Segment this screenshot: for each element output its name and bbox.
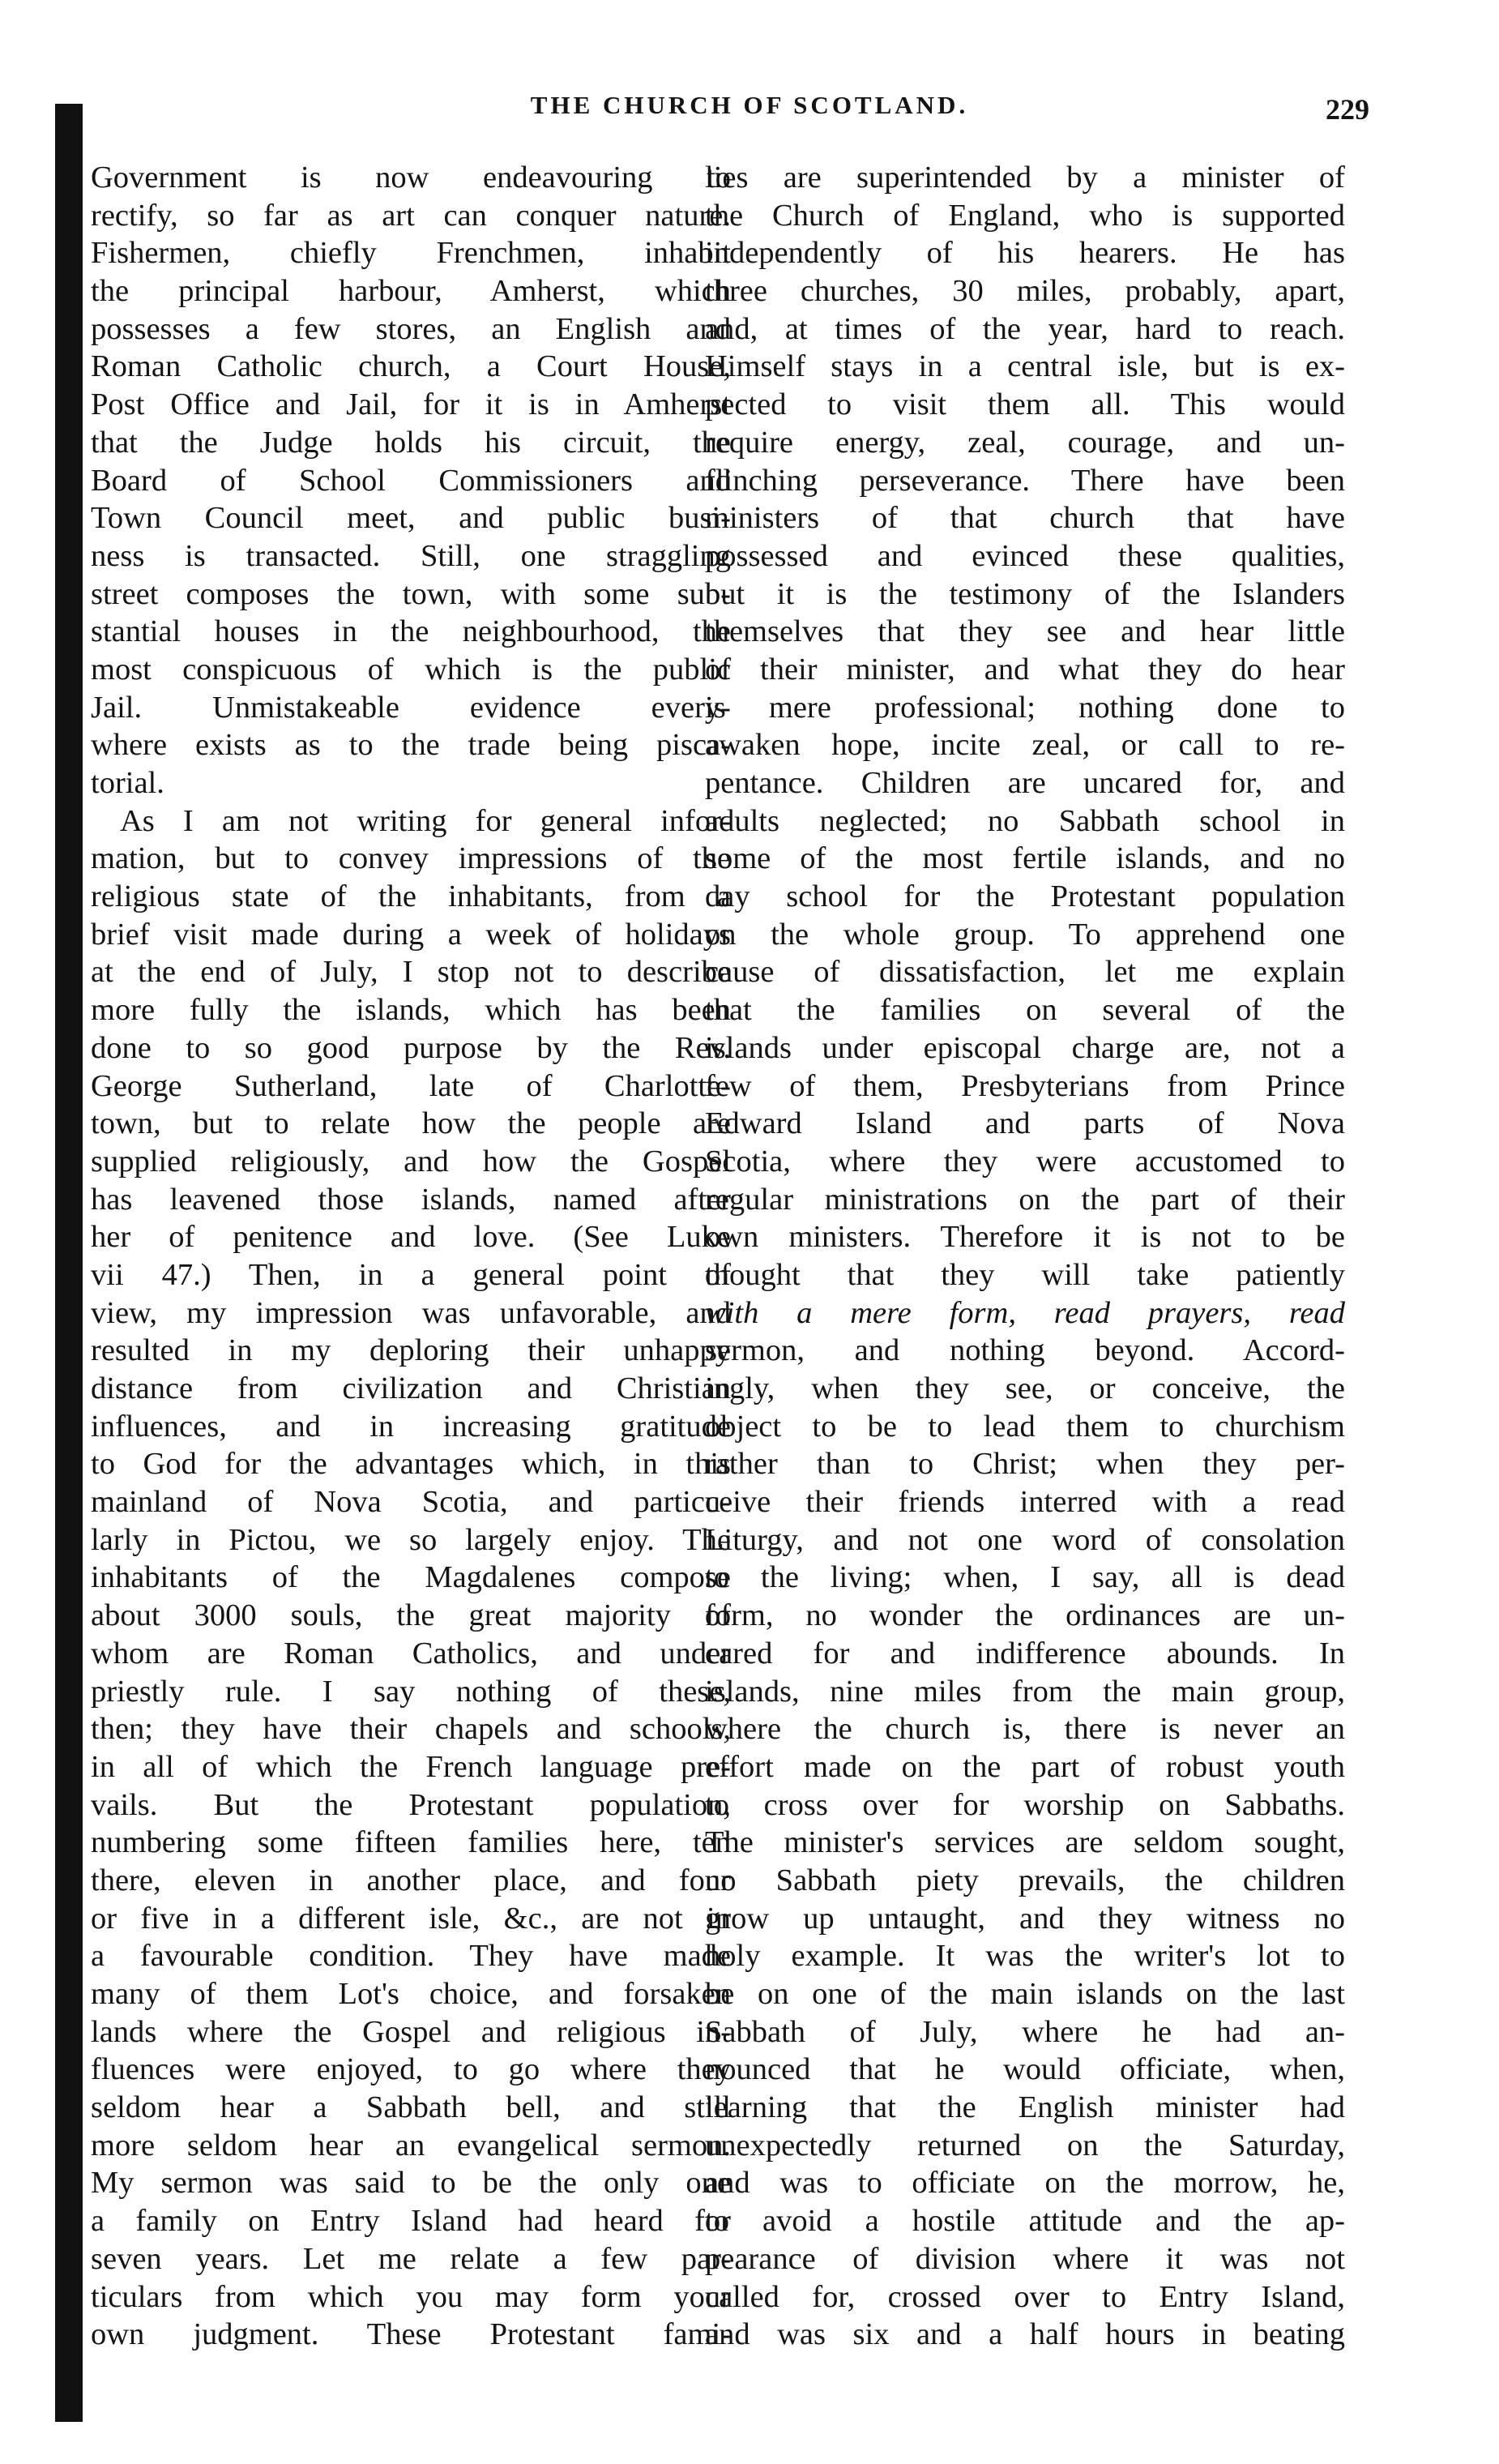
left-text-column (91, 159, 731, 2354)
text-line: few of them, Presbyterians from Prince (705, 1068, 1345, 1103)
text-line: town, but to relate how the people are (91, 1106, 731, 1141)
text-line: lies are superintended by a minister of (705, 160, 1345, 195)
text-line: islands, nine miles from the main group, (705, 1674, 1345, 1709)
text-line: three churches, 30 miles, probably, apart, (705, 274, 1345, 309)
text-line: grow up untaught, and they witness no (705, 1901, 1345, 1936)
text-line: possesses a few stores, an English and (91, 311, 731, 346)
text-line: seldom hear a Sabbath bell, and still (91, 2090, 731, 2125)
text-line: ness is transacted. Still, one straggling (91, 538, 731, 573)
text-line: no Sabbath piety prevails, the children (705, 1863, 1345, 1897)
text-line: As I am not writing for general infor- (120, 803, 731, 838)
text-line: view, my impression was unfavorable, and (91, 1295, 731, 1330)
text-line: Board of School Commissioners and (91, 463, 731, 498)
text-line: be on one of the main islands on the last (705, 1977, 1345, 2011)
text-line: pearance of division where it was not (705, 2241, 1345, 2276)
text-line: done to so good purpose by the Rev. (91, 1030, 731, 1065)
text-line: lands where the Gospel and religious in- (91, 2014, 731, 2049)
text-line: the Church of England, who is supported (705, 198, 1345, 233)
text-line: Fishermen, chiefly Frenchmen, inhabit (91, 236, 731, 271)
text-line: George Sutherland, late of Charlotte- (91, 1068, 731, 1103)
text-line: Edward Island and parts of Nova (705, 1106, 1345, 1141)
text-line: islands under episcopal charge are, not a (705, 1030, 1345, 1065)
text-line: cared for and indifference abounds. In (705, 1636, 1345, 1670)
text-line: adults neglected; no Sabbath school in (705, 803, 1345, 838)
text-line: has leavened those islands, named after (91, 1182, 731, 1217)
text-line: where exists as to the trade being pisca- (91, 728, 731, 763)
text-line: holy example. It was the writer's lot to (705, 1939, 1345, 1974)
text-line: My sermon was said to be the only one (91, 2166, 731, 2201)
text-line: religious state of the inhabitants, from a (91, 879, 731, 914)
text-line: ministers of that church that have (705, 501, 1345, 536)
running-title: THE CHURCH OF SCOTLAND. (530, 91, 969, 119)
text-line: rather than to Christ; when they per- (705, 1447, 1345, 1482)
text-line: day school for the Protestant population (705, 879, 1345, 914)
text-line: vails. But the Protestant population, (91, 1787, 731, 1822)
text-line: larly in Pictou, we so largely enjoy. The (91, 1522, 731, 1557)
text-line: effort made on the part of robust youth (705, 1749, 1345, 1784)
text-line: Sabbath of July, where he had an- (705, 2014, 1345, 2049)
text-line: stantial houses in the neighbourhood, the (91, 614, 731, 649)
text-line: on the whole group. To apprehend one (705, 917, 1345, 952)
text-line: but it is the testimony of the Islanders (705, 576, 1345, 611)
text-line: some of the most fertile islands, and no (705, 841, 1345, 876)
text-line: to avoid a hostile attitude and the ap- (705, 2204, 1345, 2239)
text-line: ceive their friends interred with a read (705, 1485, 1345, 1520)
text-line: rectify, so far as art can conquer nature. (91, 198, 731, 233)
text-line: more fully the islands, which has been (91, 993, 731, 1028)
right-text-column (705, 159, 1345, 2354)
text-line: require energy, zeal, courage, and un- (705, 425, 1345, 460)
text-line: supplied religiously, and how the Gospel (91, 1144, 731, 1179)
text-line: more seldom hear an evangelical sermon. (91, 2128, 731, 2162)
text-line: resulted in my deploring their unhappy (91, 1333, 731, 1368)
text-line: and was to officiate on the morrow, he, (705, 2166, 1345, 2201)
text-line: street composes the town, with some sub- (91, 576, 731, 611)
text-line: unexpectedly returned on the Saturday, (705, 2128, 1345, 2162)
text-line: pected to visit them all. This would (705, 387, 1345, 422)
text-line: is mere professional; nothing done to (705, 690, 1345, 725)
text-line: the principal harbour, Amherst, which (91, 274, 731, 309)
text-line: own judgment. These Protestant fami- (91, 2317, 731, 2352)
text-line: many of them Lot's choice, and forsaken (91, 1977, 731, 2011)
text-line: torial. (91, 766, 164, 800)
text-line: thought that they will take patiently (705, 1257, 1345, 1292)
text-line: own ministers. Therefore it is not to be (705, 1220, 1345, 1255)
text-line: that the families on several of the (705, 993, 1345, 1028)
text-line: her of penitence and love. (See Luke (91, 1220, 731, 1255)
text-line: Liturgy, and not one word of consolation (705, 1522, 1345, 1557)
text-line: whom are Roman Catholics, and under (91, 1636, 731, 1670)
text-line: that the Judge holds his circuit, the (91, 425, 731, 460)
text-line: Roman Catholic church, a Court House, (91, 349, 731, 384)
text-line: nounced that he would officiate, when, (705, 2052, 1345, 2087)
text-line: sermon, and nothing beyond. Accord- (705, 1333, 1345, 1368)
text-line: pentance. Children are uncared for, and (705, 766, 1345, 800)
text-line: with a mere form, read prayers, read (705, 1295, 1345, 1330)
text-line: inhabitants of the Magdalenes compose (91, 1560, 731, 1595)
text-line: of their minister, and what they do hear (705, 652, 1345, 687)
text-line: cause of dissatisfaction, let me explain (705, 955, 1345, 990)
text-line: brief visit made during a week of holidays (91, 917, 731, 952)
text-line: numbering some fifteen families here, ten (91, 1825, 731, 1860)
text-line: mation, but to convey impressions of the (91, 841, 731, 876)
text-line: The minister's services are seldom sought, (705, 1825, 1345, 1860)
page-number: 229 (1326, 93, 1369, 126)
text-line: fluences were enjoyed, to go where they (91, 2052, 731, 2087)
text-line: Town Council meet, and public busi- (91, 501, 731, 536)
text-line: Government is now endeavouring to (91, 160, 731, 195)
text-line: and, at times of the year, hard to reach. (705, 311, 1345, 346)
text-line: Post Office and Jail, for it is in Amherst (91, 387, 731, 422)
text-line: to cross over for worship on Sabbaths. (705, 1787, 1345, 1822)
text-line: learning that the English minister had (705, 2090, 1345, 2125)
text-line: influences, and in increasing gratitude (91, 1409, 731, 1444)
text-line: Scotia, where they were accustomed to (705, 1144, 1345, 1179)
text-line: to God for the advantages which, in this (91, 1447, 731, 1482)
text-line: Jail. Unmistakeable evidence every- (91, 690, 731, 725)
text-line: Himself stays in a central isle, but is ex- (705, 349, 1345, 384)
binding-edge-shadow (55, 104, 83, 2422)
text-line: or five in a different isle, &c., are not in (91, 1901, 731, 1936)
text-line: regular ministrations on the part of their (705, 1182, 1345, 1217)
text-line: flinching perseverance. There have been (705, 463, 1345, 498)
text-line: object to be to lead them to churchism (705, 1409, 1345, 1444)
text-line: then; they have their chapels and schools, (91, 1712, 731, 1747)
text-line: ticulars from which you may form your (91, 2279, 731, 2314)
text-line: awaken hope, incite zeal, or call to re- (705, 728, 1345, 763)
text-line: ingly, when they see, or conceive, the (705, 1371, 1345, 1405)
text-line: to the living; when, I say, all is dead (705, 1560, 1345, 1595)
text-line: called for, crossed over to Entry Island, (705, 2279, 1345, 2314)
text-line: possessed and evinced these qualities, (705, 538, 1345, 573)
running-header (0, 91, 1499, 139)
text-line: most conspicuous of which is the public (91, 652, 731, 687)
text-line: independently of his hearers. He has (705, 236, 1345, 271)
text-line: about 3000 souls, the great majority of (91, 1598, 731, 1633)
text-line: where the church is, there is never an (705, 1712, 1345, 1747)
text-line: in all of which the French language pre- (91, 1749, 731, 1784)
text-line: a family on Entry Island had heard for (91, 2204, 731, 2239)
text-line: seven years. Let me relate a few par- (91, 2241, 731, 2276)
text-line: vii 47.) Then, in a general point of (91, 1257, 731, 1292)
text-line: and was six and a half hours in beating (705, 2317, 1345, 2352)
text-line: themselves that they see and hear little (705, 614, 1345, 649)
text-line: a favourable condition. They have made (91, 1939, 731, 1974)
text-line: there, eleven in another place, and four (91, 1863, 731, 1897)
text-line: at the end of July, I stop not to describe (91, 955, 731, 990)
text-line: mainland of Nova Scotia, and particu- (91, 1485, 731, 1520)
text-line: form, no wonder the ordinances are un- (705, 1598, 1345, 1633)
text-line: priestly rule. I say nothing of these, (91, 1674, 731, 1709)
text-line: distance from civilization and Christian (91, 1371, 731, 1405)
